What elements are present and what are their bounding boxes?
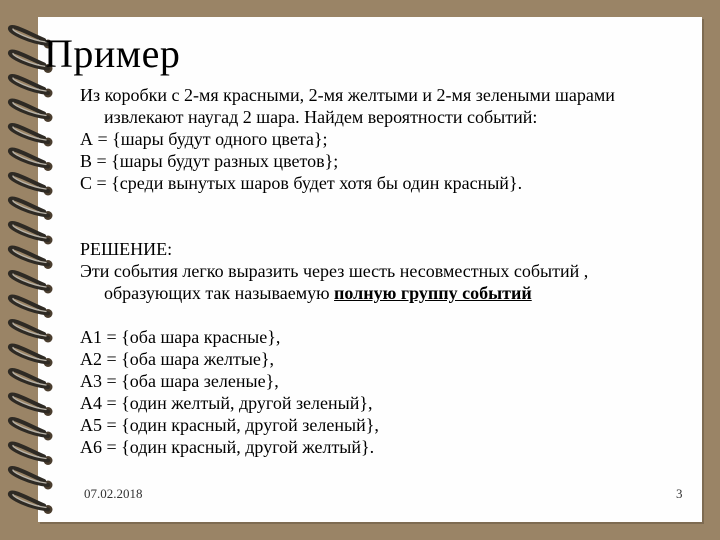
outcome-a6: А6 = {один красный, другой желтый}. [80,437,375,457]
binding-ring [10,443,53,465]
binding-ring [10,321,53,343]
full-group-term: полную группу событий [334,283,532,303]
outcome-a2: А2 = {оба шара желтые}, [80,349,275,369]
binding-ring [10,394,53,416]
binding-ring [10,223,53,245]
binding-ring [10,370,53,392]
outcome-a5: А5 = {один красный, другой зеленый}, [80,415,379,435]
binding-ring [10,198,53,220]
binding-ring [10,174,53,196]
event-b: В = {шары будут разных цветов}; [80,151,339,171]
footer-date: 07.02.2018 [84,486,143,501]
binding-ring [10,345,53,367]
spiral-binding [0,0,80,540]
page-number: 3 [676,486,683,501]
problem-line-2: извлекают наугад 2 шара. Найдем вероятности событий: [104,107,538,127]
binding-ring [10,296,53,318]
outcome-a1: А1 = {оба шара красные}, [80,327,281,347]
binding-ring [10,247,53,269]
binding-ring [10,125,53,147]
solution-line-2-text: образующих так называемую [104,283,335,303]
problem-line-1: Из коробки с 2-мя красными, 2-мя желтыми и 2-мя зелеными шарами [80,85,615,105]
event-c: С = {среди вынутых шаров будет хотя бы один красный}. [80,173,523,193]
outcome-a3: А3 = {оба шара зеленые}, [80,371,279,391]
slide-title: Пример [44,31,181,76]
binding-ring [10,468,53,490]
binding-ring [10,419,53,441]
solution-line-1: Эти события легко выразить через шесть несовместных событий , [80,261,589,281]
binding-ring [10,492,53,514]
solution-heading: РЕШЕНИЕ: [80,239,173,259]
binding-ring [10,149,53,171]
binding-ring [10,272,53,294]
solution-line-2 [80,282,710,304]
slide-content [80,84,710,458]
outcome-a4: А4 = {один желтый, другой зеленый}, [80,393,373,413]
binding-ring [10,76,53,98]
binding-ring [10,100,53,122]
event-a: А = {шары будут одного цвета}; [80,129,328,149]
